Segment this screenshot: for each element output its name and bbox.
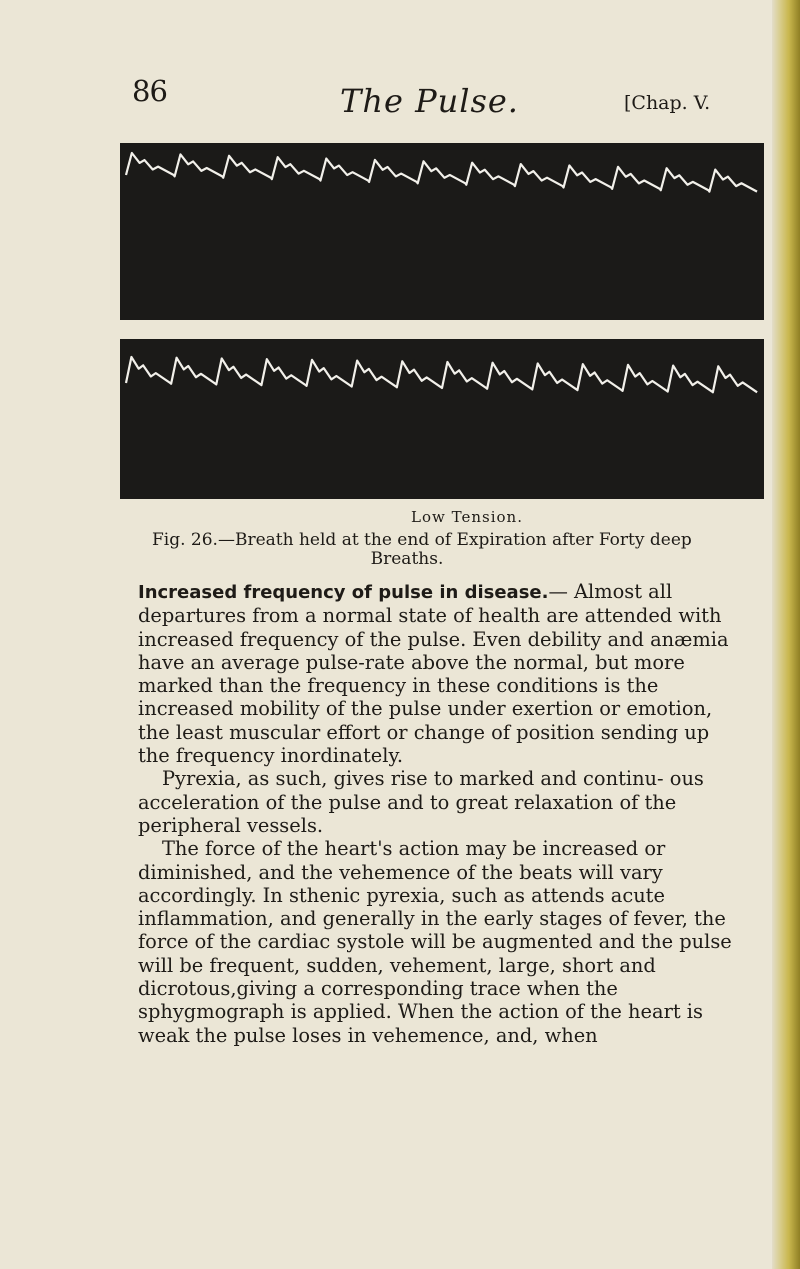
lower-tracing-graphic: [120, 339, 764, 499]
figure-caption-continuation: Breaths.: [370, 549, 444, 569]
chapter-reference: [Chap. V.: [624, 92, 711, 114]
body-text: [138, 580, 738, 1047]
pulse-tracing-upper: [120, 143, 764, 320]
paragraph-1-body: — Almost all departures from a normal state of health are attended with increased frequency of the pulse. Even debility and anæmia have an average pulse-rate above the normal, but more marked than the frequency in these conditions is the increased mobility of the pulse under exertion or emotion, the least muscular effort or change of position sending up the frequency inordinately.: [138, 580, 729, 768]
page-number: 86: [132, 74, 167, 108]
paragraph-2: Pyrexia, as such, gives rise to marked and continu- ous acceleration of the pulse and to great relaxation of the peripheral vessels.: [138, 767, 704, 837]
paragraph-1: [138, 580, 738, 767]
paragraph-3: The force of the heart's action may be increased or diminished, and the vehemence of the beats will vary accordingly. In sthenic pyrexia, such as attends acute inflammation, and generally in the early stages of fever, the force of the cardiac systole will be augmented and the pulse will be frequent, sudden, vehement, large, short and dicrotous,giving a corresponding trace when the sphygmograph is applied. When the action of the heart is weak the pulse loses in vehemence, and, when: [138, 837, 732, 1047]
page-header: [0, 62, 770, 122]
figure-caption: [152, 508, 752, 569]
figure-title: Low Tension.: [411, 508, 523, 526]
section-sidehead: Increased frequency of pulse in disease.: [138, 582, 549, 603]
running-title: The Pulse.: [340, 82, 519, 120]
page-edge: [772, 0, 800, 1269]
figure-caption-line: Fig. 26.—Breath held at the end of Expiration after Forty deep: [152, 530, 692, 550]
upper-tracing-graphic: [120, 143, 764, 320]
pulse-tracing-lower: [120, 339, 764, 499]
